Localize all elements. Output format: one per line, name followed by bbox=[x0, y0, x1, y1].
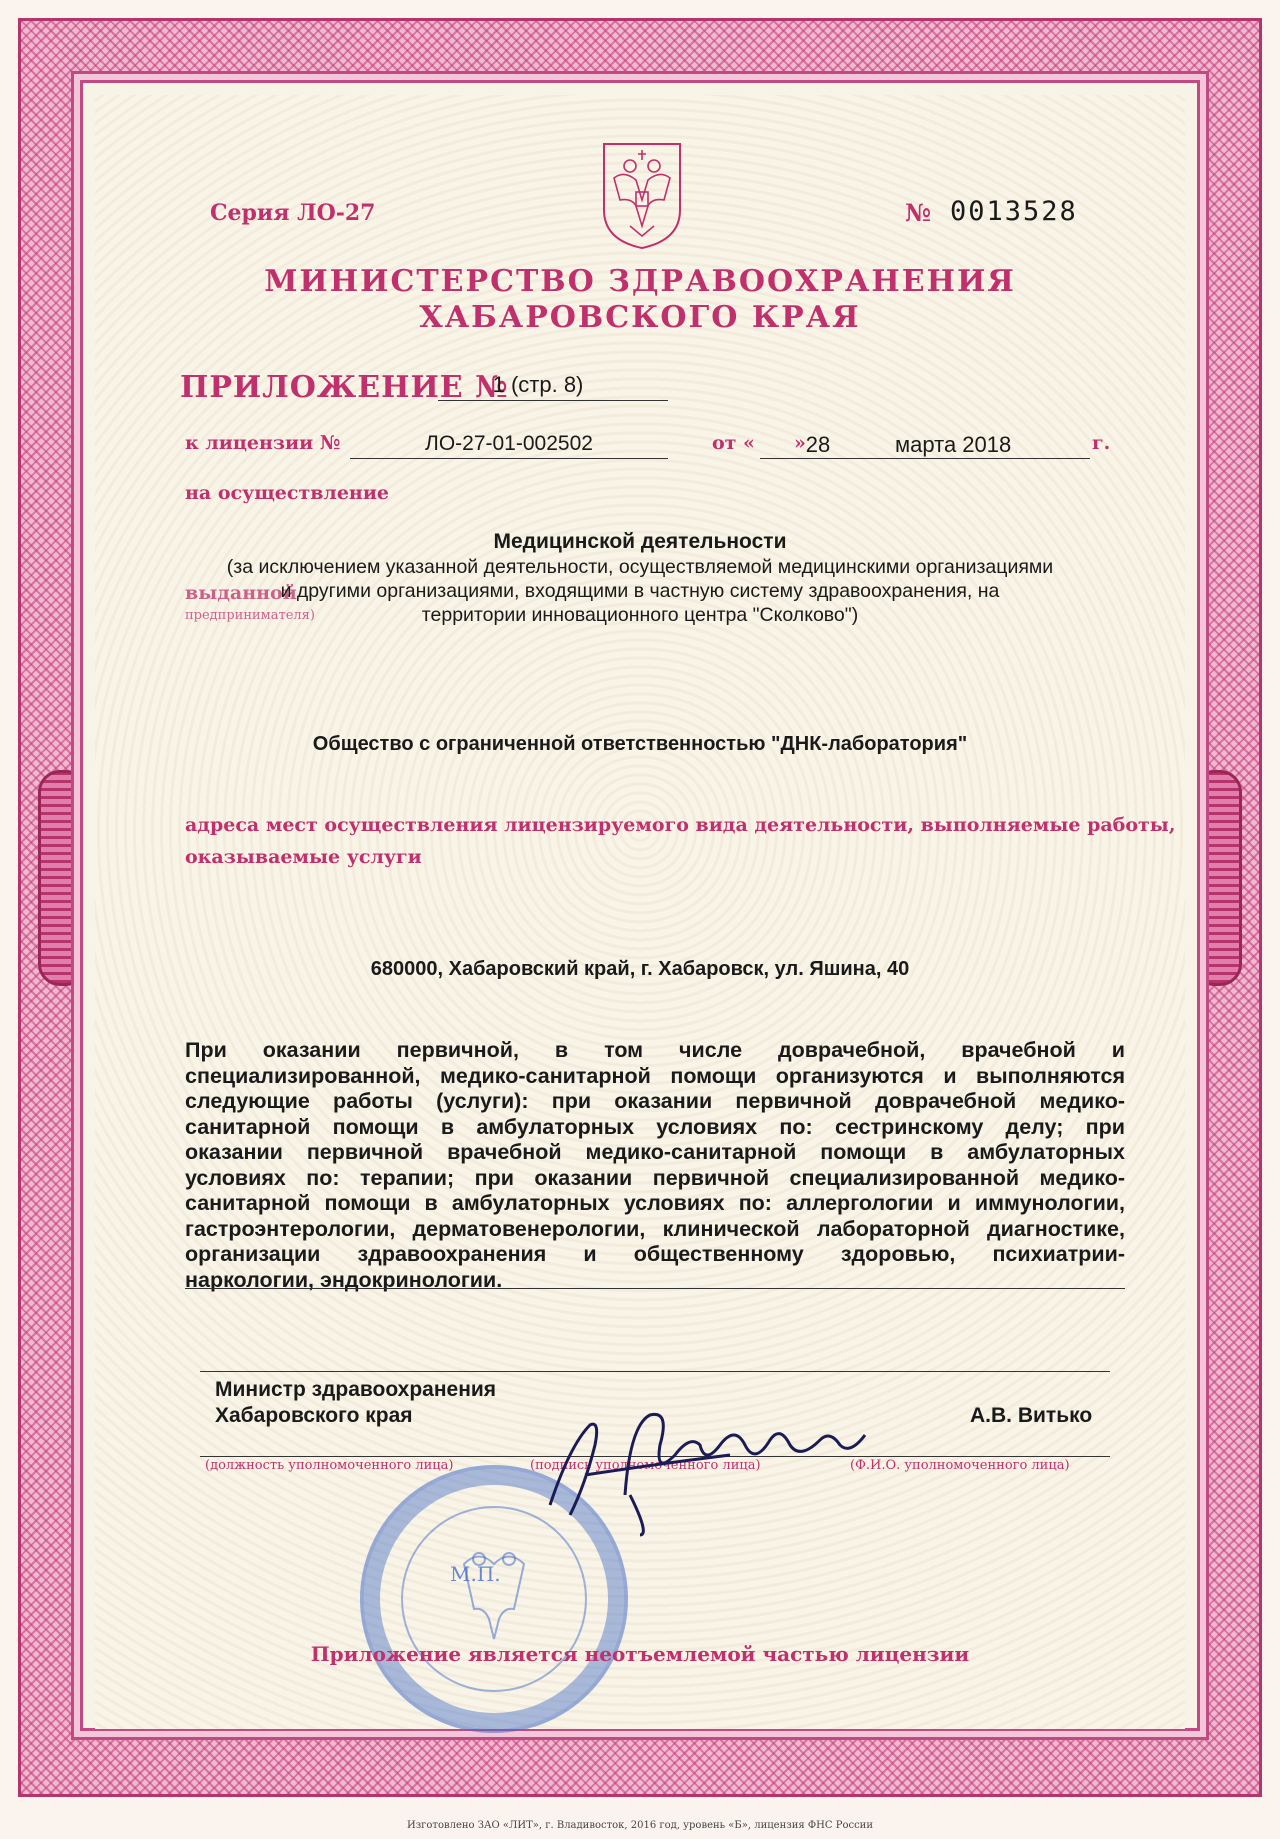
signatory-position-line1: Министр здравоохранения bbox=[215, 1378, 497, 1401]
addresses-label-line2: оказываемые услуги bbox=[185, 846, 422, 868]
organization-name: Общество с ограниченной ответственностью "ДНК-лаборатория" bbox=[312, 733, 968, 755]
signature-top-line bbox=[200, 1371, 1110, 1372]
ministry-title-line2: ХАБАРОВСКОГО КРАЯ bbox=[419, 300, 861, 335]
activity-label: на осуществление bbox=[185, 482, 389, 504]
appendix-value: 1 (стр. 8) bbox=[492, 372, 584, 397]
activity-note-line2: и другими организациями, входящими в частную систему здравоохранения, на bbox=[280, 580, 1000, 602]
signatory-name: А.В. Витько bbox=[970, 1404, 1093, 1427]
issued-sublabel: предпринимателя) bbox=[185, 608, 315, 623]
date-underline bbox=[760, 458, 1090, 459]
services-underline bbox=[185, 1288, 1125, 1289]
handwritten-signature bbox=[530, 1385, 920, 1545]
license-number: ЛО-27-01-002502 bbox=[425, 432, 593, 455]
services-line: оказании первичной врачебной медико-санитарной помощи в амбулаторных bbox=[185, 1140, 1125, 1164]
date-close: » bbox=[794, 432, 806, 454]
stamp-mp-label: М.П. bbox=[450, 1562, 501, 1586]
services-line: наркологии, эндокринологии. bbox=[185, 1267, 503, 1292]
ministry-title-line1: МИНИСТЕРСТВО ЗДРАВООХРАНЕНИЯ bbox=[264, 264, 1016, 299]
closing-statement: Приложение является неотъемлемой частью лицензии bbox=[310, 1642, 970, 1666]
series-label: Серия ЛО-27 bbox=[210, 200, 376, 226]
appendix-label: ПРИЛОЖЕНИЕ № bbox=[180, 370, 509, 405]
services-line: санитарной помощи в амбулаторных условиях по: сестринскому делу; при bbox=[185, 1114, 1125, 1139]
license-day: 28 bbox=[805, 432, 831, 457]
services-line: условиях по: терапии; при оказании первичной специализированной медико- bbox=[185, 1165, 1125, 1190]
printer-footer: Изготовлено ЗАО «ЛИТ», г. Владивосток, 2016 год, уровень «Б», лицензия ФНС России bbox=[406, 1820, 873, 1831]
document-number: 0013528 bbox=[950, 196, 1078, 227]
number-label: № bbox=[905, 198, 932, 227]
year-suffix: г. bbox=[1092, 432, 1111, 454]
addresses-label-line1: адреса мест осуществления лицензируемого вида деятельности, выполняемые работы, bbox=[185, 814, 1176, 836]
license-underline bbox=[350, 458, 668, 459]
caption-signature: (подпись уполномоченного лица) bbox=[530, 1458, 761, 1473]
caption-position: (должность уполномоченного лица) bbox=[205, 1458, 454, 1473]
services-paragraph bbox=[185, 1038, 1125, 1293]
caption-name: (Ф.И.О. уполномоченного лица) bbox=[850, 1458, 1070, 1473]
signatory-position-line2: Хабаровского края bbox=[215, 1404, 413, 1427]
services-line: следующие работы (услуги): при оказании первичной доврачебной медико- bbox=[185, 1089, 1125, 1113]
services-line: гастроэнтерологии, дерматовенерологии, клинической лабораторной диагностике, bbox=[185, 1216, 1125, 1241]
appendix-underline bbox=[438, 400, 668, 401]
services-line: санитарной помощи в амбулаторных условиях по: аллергологии и иммунологии, bbox=[185, 1191, 1125, 1215]
license-label: к лицензии № bbox=[185, 432, 341, 454]
services-line: При оказании первичной, в том числе доврачебной, врачебной и bbox=[185, 1038, 1125, 1062]
activity-title: Медицинской деятельности bbox=[493, 530, 787, 553]
address-value: 680000, Хабаровский край, г. Хабаровск, ул. Яшина, 40 bbox=[370, 958, 910, 980]
coat-of-arms-icon bbox=[600, 140, 684, 250]
license-month-year: марта 2018 bbox=[895, 432, 1012, 457]
issued-label: выданной bbox=[185, 582, 297, 604]
date-label: от « bbox=[712, 432, 755, 454]
services-line: организации здравоохранения и общественному здоровью, психиатрии- bbox=[185, 1242, 1125, 1266]
activity-note-line3: территории инновационного центра "Сколково") bbox=[421, 604, 859, 626]
services-line: специализированной, медико-санитарной помощи организуются и выполняются bbox=[185, 1063, 1125, 1088]
activity-note-line1: (за исключением указанной деятельности, осуществляемой медицинскими организациями bbox=[226, 556, 1054, 578]
